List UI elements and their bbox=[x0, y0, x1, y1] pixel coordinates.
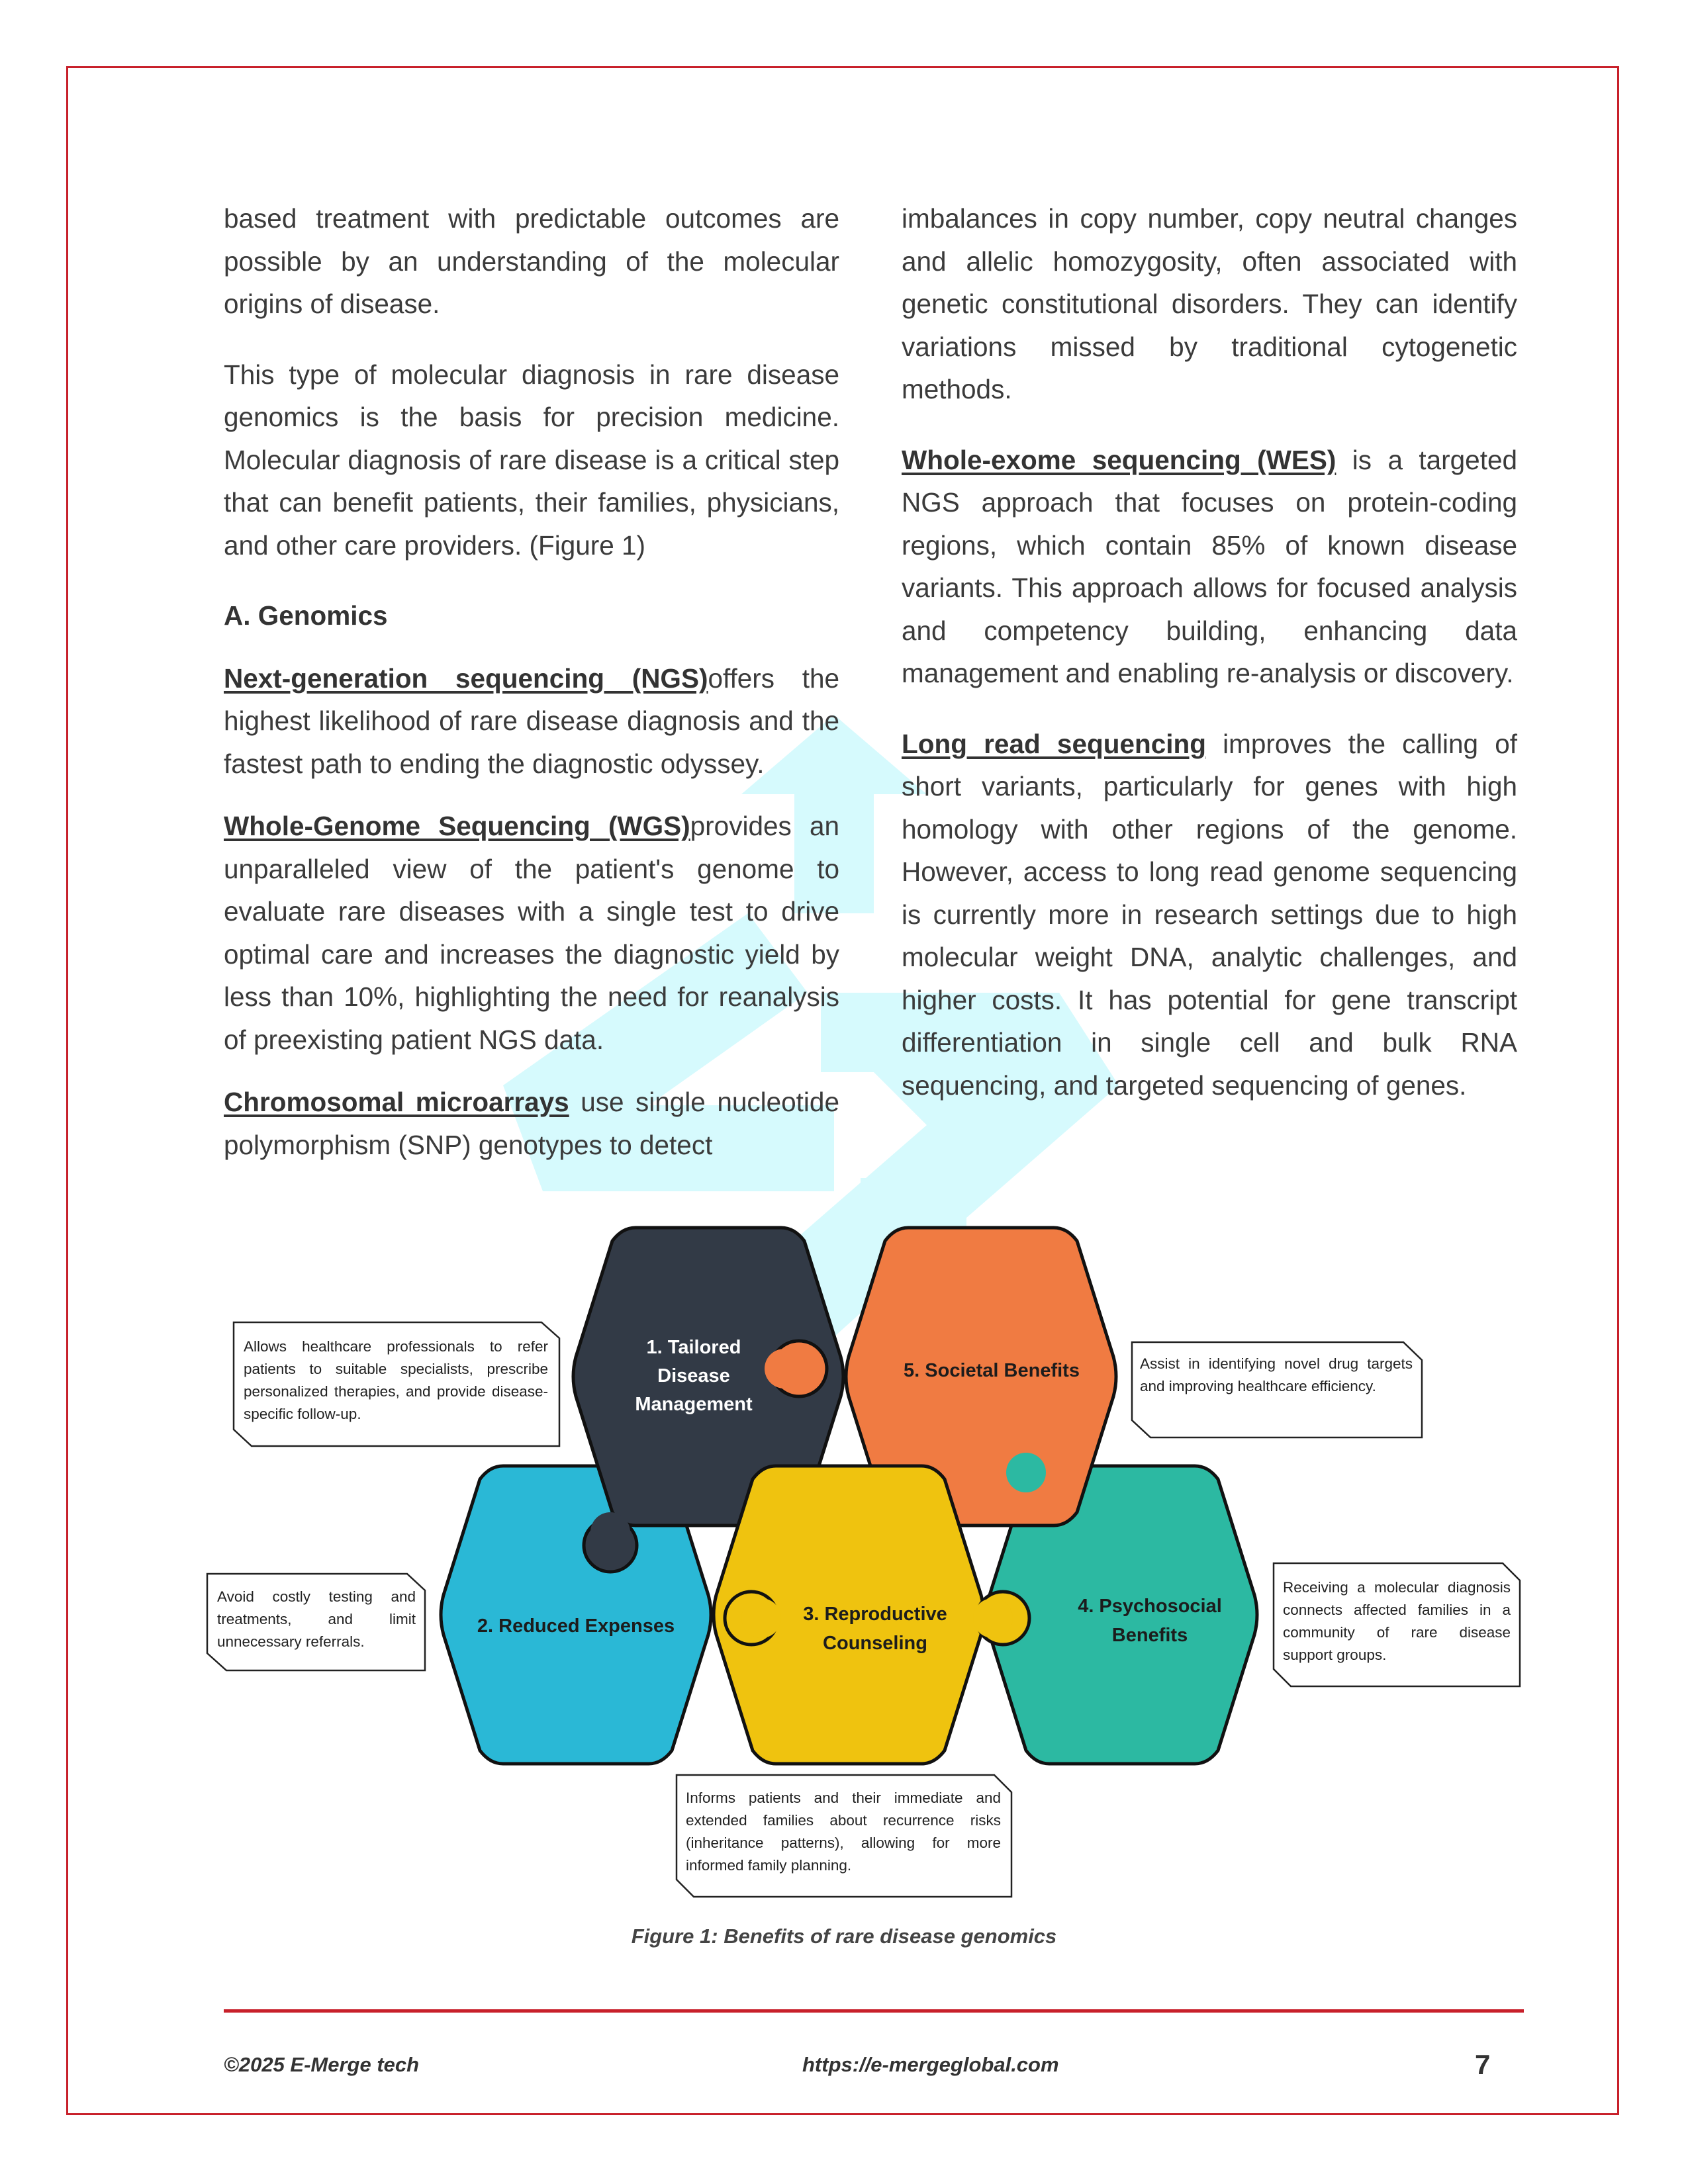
callout-text-reproductive: Informs patients and their immediate and extended families about recurrence risks (inheritance patterns), allowing for more informed family planning. bbox=[686, 1790, 1001, 1874]
callout-text-societal: Assist in identifying novel drug targets and improving healthcare efficiency. bbox=[1140, 1355, 1413, 1394]
intro-paragraph: based treatment with predictable outcomes are possible by an understanding of the molecular origins of disease. bbox=[224, 203, 839, 319]
callout-text-reduced: Avoid costly testing and treatments, and limit unnecessary referrals. bbox=[217, 1588, 416, 1650]
label-psychosocial-1: 4. Psychosocial bbox=[1078, 1596, 1222, 1617]
footer-url[interactable]: https://e-mergeglobal.com bbox=[802, 2053, 1059, 2076]
footer-copyright: ©2025 E-Merge tech bbox=[224, 2053, 420, 2076]
wgs-text: provides an unparalleled view of the patient's genome to evaluate rare diseases with a single test to drive optimal care and increases the diagnostic yield by less than 10%, highlighting the need for reanalysis of preexisting patient NGS data. bbox=[224, 811, 839, 1055]
precision-medicine-paragraph: This type of molecular diagnosis in rare disease genomics is the basis for precision medicine. Molecular diagnosis of rare disease is a critical step that can benefit patients, their families, physicians, and other care providers. (Figure 1) bbox=[224, 359, 839, 561]
figure-caption: Figure 1: Benefits of rare disease genomics bbox=[631, 1925, 1057, 1948]
label-tailored-1: 1. Tailored bbox=[646, 1337, 741, 1358]
cma-continued-paragraph: imbalances in copy number, copy neutral changes and allelic homozygosity, often associated with genetic constitutional disorders. They can identify variations missed by traditional cytogenetic methods. bbox=[902, 203, 1517, 404]
page-number: 7 bbox=[1475, 2049, 1491, 2080]
footer-divider bbox=[224, 2009, 1524, 2013]
wes-text: is a targeted NGS approach that focuses on protein-coding regions, which contain 85% of known disease variants. This approach allows for focused analysis and competency building, enhancing data management and enabling re-analysis or discovery. bbox=[902, 444, 1517, 688]
cma-paragraph bbox=[224, 1081, 839, 1166]
cma-term: Chromosomal microarrays bbox=[224, 1087, 569, 1117]
callout-text-psychosocial: Receiving a molecular diagnosis connects affected families in a community of rare disease support groups. bbox=[1283, 1579, 1511, 1663]
right-column bbox=[902, 197, 1517, 1134]
lrs-paragraph bbox=[902, 723, 1517, 1107]
label-psychosocial-2: Benefits bbox=[1111, 1625, 1188, 1646]
label-tailored-2: Disease bbox=[657, 1365, 730, 1387]
label-societal: 5. Societal Benefits bbox=[904, 1360, 1080, 1381]
left-column bbox=[224, 197, 839, 1194]
label-reduced: 2. Reduced Expenses bbox=[477, 1615, 675, 1637]
wgs-term: Whole-Genome Sequencing (WGS) bbox=[224, 811, 690, 841]
ngs-term: Next-generation sequencing (NGS) bbox=[224, 662, 708, 694]
lrs-text: improves the calling of short variants, particularly for genes with high homology with other regions of the genome. However, access to long read genome sequencing is currently more in research settings due to high molecular weight DNA, analytic challenges, and higher costs. It has potential for gene transcript differentiation in single cell and bulk RNA sequencing, and targeted sequencing of genes. bbox=[902, 728, 1517, 1101]
wes-term: Whole-exome sequencing (WES) bbox=[902, 444, 1336, 475]
cma-text: use single nucleotide polymorphism (SNP) genotypes to detect bbox=[224, 1087, 839, 1160]
label-tailored-3: Management bbox=[635, 1394, 753, 1415]
section-heading: A. Genomics bbox=[224, 600, 388, 631]
lrs-term: Long read sequencing bbox=[902, 728, 1206, 759]
callout-text-tailored: Allows healthcare professionals to refer patients to suitable specialists, prescribe personalized therapies, and provide disease-specific follow-up. bbox=[244, 1338, 548, 1422]
label-reproductive-2: Counseling bbox=[823, 1633, 927, 1654]
ngs-paragraph bbox=[224, 657, 839, 786]
ngs-text: offers the highest likelihood of rare disease diagnosis and the fastest path to ending the diagnostic odyssey. bbox=[224, 662, 839, 779]
wgs-paragraph bbox=[224, 805, 839, 1061]
wes-paragraph bbox=[902, 439, 1517, 695]
label-reproductive-1: 3. Reproductive bbox=[803, 1604, 947, 1625]
